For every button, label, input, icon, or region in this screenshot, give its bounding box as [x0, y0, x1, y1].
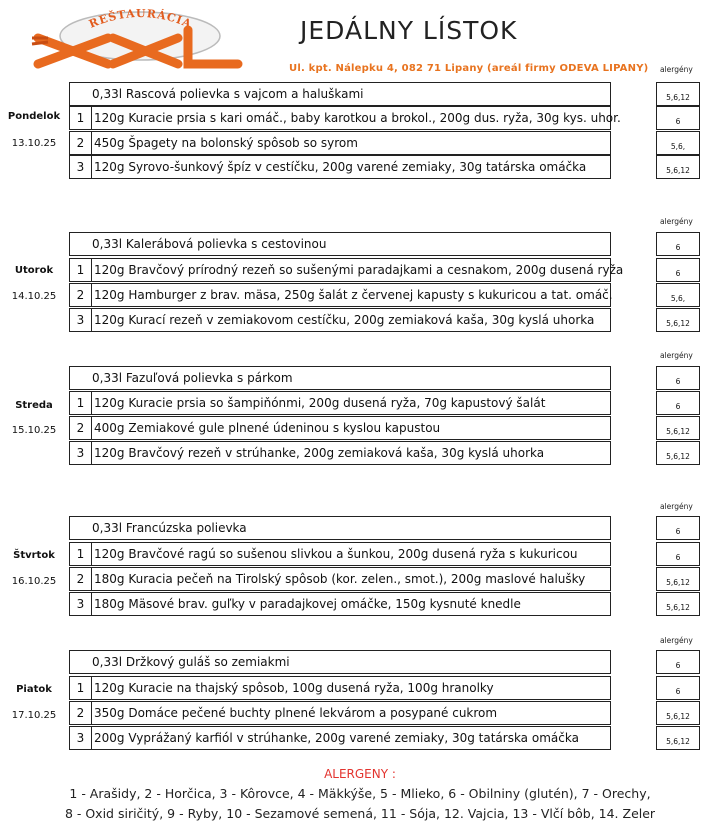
meal-text: 120g Hamburger z brav. mäsa, 250g šalát z červenej kapusty s kukuricou a tat. omáč. [94, 288, 613, 302]
allergens-legend-title: ALERGENY : [324, 767, 396, 781]
meal-number: 1 [70, 107, 92, 129]
allergen-cell: 5,6,12 [656, 155, 700, 179]
meal-row [69, 542, 611, 566]
soup-row [69, 82, 611, 106]
allergen-cell: 5,6,12 [656, 308, 700, 332]
meal-text: 120g Kurací rezeň v zemiakovom cestíčku, 200g zemiaková kaša, 30g kyslá uhorka [94, 313, 595, 327]
day-name: Štvrtok [13, 550, 55, 561]
meal-text: 120g Bravčový rezeň v strúhanke, 200g zemiaková kaša, 30g kyslá uhorka [94, 446, 545, 460]
soup-text: 0,33l Fazuľová polievka s párkom [92, 371, 293, 385]
allergen-cell: 5,6, [656, 131, 700, 155]
meal-row [69, 155, 611, 179]
meal-number: 3 [70, 156, 92, 178]
meal-row [69, 391, 611, 415]
meal-text: 180g Mäsové brav. guľky v paradajkovej omáčke, 150g kysnuté knedle [94, 597, 521, 611]
allergen-cell: 6 [656, 650, 700, 674]
allergens-header: alergény [660, 351, 693, 360]
allergen-cell: 5,6,12 [656, 567, 700, 591]
allergen-cell: 5,6,12 [656, 416, 700, 440]
day-name: Streda [15, 400, 53, 411]
allergen-cell: 6 [656, 258, 700, 282]
allergen-cell: 5,6,12 [656, 592, 700, 616]
meal-row [69, 676, 611, 700]
allergen-cell: 5,6, [656, 283, 700, 307]
soup-row [69, 650, 611, 674]
allergen-cell: 6 [656, 232, 700, 256]
meal-text: 120g Bravčové ragú so sušenou slivkou a šunkou, 200g dusená ryža s kukuricou [94, 547, 578, 561]
allergen-cell: 6 [656, 676, 700, 700]
allergen-cell: 5,6,12 [656, 441, 700, 465]
meal-row [69, 416, 611, 440]
meal-text: 120g Kuracie prsia so šampiňónmi, 200g dusená ryža, 70g kapustový šalát [94, 396, 546, 410]
meal-row [69, 441, 611, 465]
logo-text: REŠTAURÁCIA [87, 8, 194, 31]
page-title: JEDÁLNY LÍSTOK [300, 16, 518, 45]
soup-text: 0,33l Rascová polievka s vajcom a haluškami [92, 87, 364, 101]
meal-text: 180g Kuracia pečeň na Tirolský spôsob (kor. zelen., smot.), 200g maslové halušky [94, 572, 586, 586]
restaurant-logo [28, 8, 248, 70]
meal-number: 1 [70, 259, 92, 281]
soup-text: 0,33l Francúzska polievka [92, 521, 247, 535]
meal-row [69, 726, 611, 750]
meal-row [69, 592, 611, 616]
meal-number: 1 [70, 677, 92, 699]
meal-row [69, 567, 611, 591]
allergen-cell: 6 [656, 391, 700, 415]
allergens-legend-line: 1 - Arašidy, 2 - Horčica, 3 - Kôrovce, 4 - Mäkkýše, 5 - Mlieko, 6 - Obilniny (glutén), 7 - Orechy, [69, 786, 651, 801]
day-date: 17.10.25 [11, 710, 57, 721]
allergen-cell: 5,6,12 [656, 82, 700, 106]
allergen-cell: 5,6,12 [656, 701, 700, 725]
day-date: 14.10.25 [11, 291, 57, 302]
soup-row [69, 516, 611, 540]
meal-number: 3 [70, 309, 92, 331]
meal-text: 120g Kuracie na thajský spôsob, 100g dusená ryža, 100g hranolky [94, 681, 494, 695]
meal-row [69, 308, 611, 332]
restaurant-address: Ul. kpt. Nálepku 4, 082 71 Lipany (areál firmy ODEVA LIPANY) [289, 63, 649, 74]
allergens-header: alergény [660, 217, 693, 226]
meal-number: 1 [70, 543, 92, 565]
meal-number: 2 [70, 417, 92, 439]
meal-number: 3 [70, 727, 92, 749]
day-date: 13.10.25 [11, 138, 57, 149]
soup-text: 0,33l Kalerábová polievka s cestovinou [92, 237, 327, 251]
allergen-cell: 6 [656, 516, 700, 540]
meal-row [69, 283, 611, 307]
meal-text: 120g Bravčový prírodný rezeň so sušenými paradajkami a cesnakom, 200g dusená ryža [94, 263, 624, 277]
meal-number: 2 [70, 568, 92, 590]
allergens-header: alergény [660, 65, 693, 74]
day-name: Utorok [14, 265, 54, 276]
meal-number: 2 [70, 284, 92, 306]
meal-number: 3 [70, 593, 92, 615]
meal-number: 3 [70, 442, 92, 464]
day-name: Piatok [16, 684, 52, 695]
soup-text: 0,33l Držkový guláš so zemiakmi [92, 655, 290, 669]
allergens-header: alergény [660, 636, 693, 645]
meal-text: 450g Špagety na bolonský spôsob so syrom [94, 136, 358, 150]
day-name: Pondelok [7, 111, 61, 122]
meal-text: 400g Zemiakové gule plnené údeninou s kyslou kapustou [94, 421, 441, 435]
meal-row [69, 106, 621, 130]
meal-number: 2 [70, 132, 92, 154]
day-date: 16.10.25 [11, 576, 57, 587]
allergens-legend-line: 8 - Oxid siričitý, 9 - Ryby, 10 - Sezamové semená, 11 - Sója, 12. Vajcia, 13 - Vlčí bôb, 14. Zeler [64, 806, 656, 821]
soup-row [69, 366, 611, 390]
meal-text: 120g Kuracie prsia s kari omáč., baby karotkou a brokol., 200g dus. ryža, 30g kys. uhor. [94, 111, 621, 125]
meal-row [69, 131, 611, 155]
allergens-header: alergény [660, 502, 693, 511]
meal-row [69, 258, 624, 282]
meal-text: 200g Vyprážaný karfiól v strúhanke, 200g varené zemiaky, 30g tatárska omáčka [94, 731, 579, 745]
meal-row [69, 701, 611, 725]
meal-text: 350g Domáce pečené buchty plnené lekvárom a posypané cukrom [94, 706, 498, 720]
xxl-logo-icon [28, 8, 248, 70]
allergen-cell: 5,6,12 [656, 726, 700, 750]
day-date: 15.10.25 [11, 425, 57, 436]
soup-row [69, 232, 611, 256]
allergen-cell: 6 [656, 106, 700, 130]
allergen-cell: 6 [656, 542, 700, 566]
allergen-cell: 6 [656, 366, 700, 390]
meal-text: 120g Syrovo-šunkový špíz v cestíčku, 200g varené zemiaky, 30g tatárska omáčka [94, 160, 587, 174]
meal-number: 2 [70, 702, 92, 724]
meal-number: 1 [70, 392, 92, 414]
